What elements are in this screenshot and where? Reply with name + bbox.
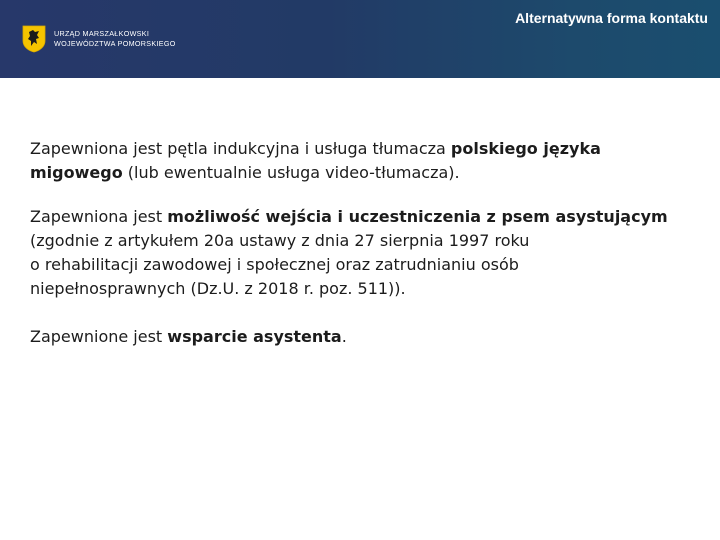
text-span: Zapewnione jest bbox=[30, 327, 168, 346]
bold-text: polskiego języka bbox=[450, 139, 601, 158]
header-bar bbox=[0, 0, 720, 78]
text-span: . bbox=[341, 327, 347, 346]
paragraph-assistant-support bbox=[30, 325, 690, 349]
org-name-line1: URZĄD MARSZAŁKOWSKI bbox=[54, 29, 150, 38]
paragraph-line: (zgodnie z artykułem 20a ustawy z dnia 27 sierpnia 1997 roku bbox=[30, 231, 530, 250]
text-span: (lub ewentualnie usługa video-tłumacza). bbox=[122, 163, 460, 182]
paragraph-assistance-dog bbox=[30, 205, 690, 301]
paragraph-line bbox=[30, 325, 690, 349]
paragraph-induction-loop bbox=[30, 137, 690, 185]
bold-text: migowego bbox=[30, 163, 123, 182]
text-span: Zapewniona jest bbox=[30, 207, 168, 226]
text-span: Zapewniona jest pętla indukcyjna i usługa tłumacza bbox=[30, 139, 451, 158]
slide-content bbox=[30, 137, 690, 369]
paragraph-line bbox=[30, 205, 690, 229]
paragraph-line bbox=[30, 161, 690, 185]
organization-logo bbox=[22, 24, 182, 54]
slide-title: Alternatywna forma kontaktu bbox=[515, 10, 708, 26]
bold-text: możliwość wejścia i uczestniczenia z psem asystującym bbox=[167, 207, 668, 226]
paragraph-line: niepełnosprawnych (Dz.U. z 2018 r. poz. 511)). bbox=[30, 279, 406, 298]
bold-text: wsparcie asystenta bbox=[167, 327, 342, 346]
paragraph-line: o rehabilitacji zawodowej i społecznej oraz zatrudnianiu osób bbox=[30, 255, 519, 274]
paragraph-line bbox=[30, 137, 690, 161]
org-name-line2: WOJEWÓDZTWA POMORSKIEGO bbox=[54, 39, 176, 48]
griffin-crest-icon bbox=[22, 25, 46, 53]
